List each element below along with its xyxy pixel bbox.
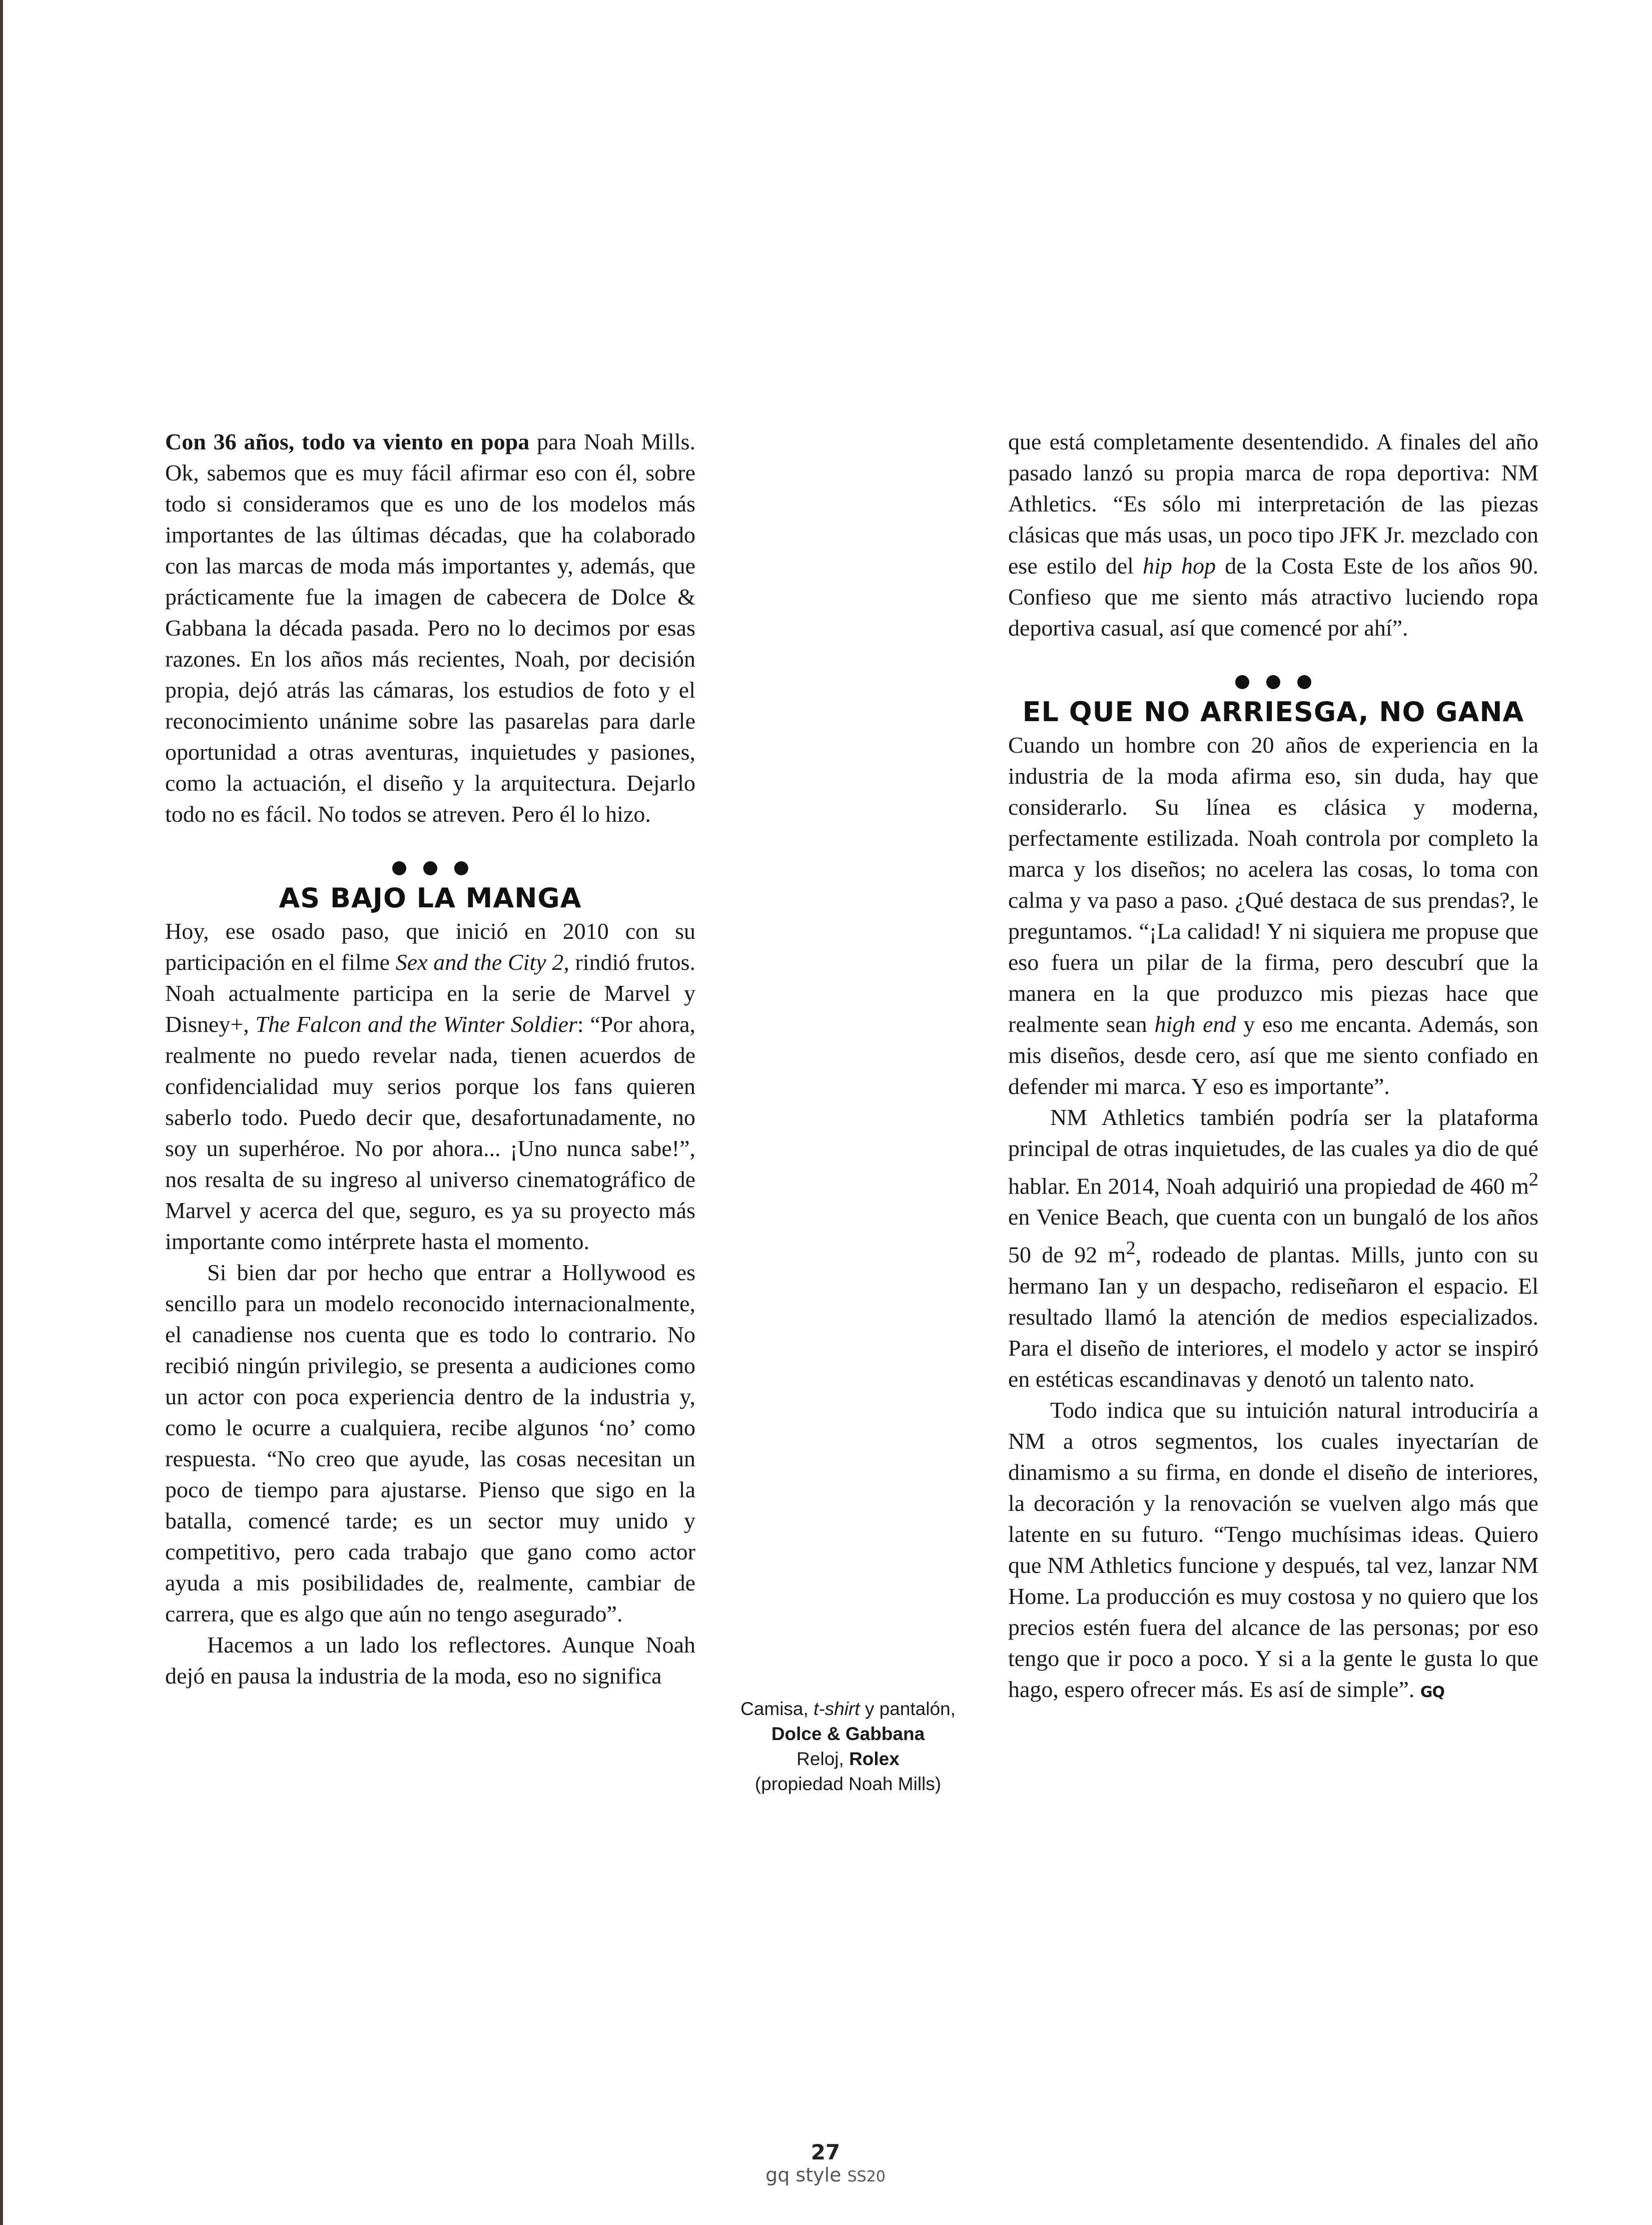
body-text: : “Por ahora, realmente no puedo revelar nada, tienen acuerdos de confidencialidad muy serios porque los fans quieren saberlo todo. Puedo decir que, desafortunadamente, no soy un superhéroe. No por ahora... ¡Uno nunca sabe!”, nos resalta de su ingreso al universo cinematográfico de Marvel y acerca del que, seguro, es ya su proyecto más importante como intérprete hasta el momento. — [165, 1011, 696, 1254]
page-footer — [700, 2141, 951, 2188]
caption-text: y pantalón, — [860, 1699, 956, 1719]
section-heading-as-bajo-la-manga: AS BAJO LA MANGA — [279, 882, 582, 914]
intro-paragraph — [165, 426, 695, 830]
caption-line — [730, 1697, 966, 1722]
divider-dot — [1297, 675, 1311, 689]
intro-text: para Noah Mills. Ok, sabemos que es muy fácil afirmar eso con él, sobre todo si consideramos que es uno de los modelos más importantes de las últimas décadas, que ha colaborado con las marcas de moda más importantes y, además, que prácticamente fue la imagen de cabecera de Dolce & Gabbana la década pasada. Pero no lo decimos por esas razones. En los años más recientes, Noah, por decisión propia, dejó atrás las cámaras, los estudios de foto y el reconocimiento unánime sobre las pasarelas para darle oportunidad a otras aventuras, inquietudes y pasiones, como la actuación, el diseño y la arquitectura. Dejarlo todo no es fácil. No todos se atreven. Pero él lo hizo. — [165, 429, 695, 827]
body-text: de la Costa Este de los años 90. Confieso que me siento más atractivo luciendo ropa deportiva casual, así que comencé por ahí”. — [1008, 553, 1539, 641]
body-text: en Venice Beach, que cuenta con un bungaló de los años 50 de 92 m — [1008, 1204, 1538, 1268]
section-divider-dots — [165, 855, 695, 878]
body-text: Hoy, ese osado paso, que inició en 2010 con su participación en el filme — [165, 918, 695, 975]
body-text: NM Athletics también podría ser la plataforma principal de otras inquietudes, de las cuales ya dio de qué hablar. En 2014, Noah adquirió una propiedad de 460 m — [1008, 1104, 1538, 1199]
caption-brand: Rolex — [849, 1749, 900, 1769]
article-column-right — [1008, 426, 1538, 1708]
series-title: The Falcon and the Winter Soldier — [255, 1011, 577, 1037]
superscript: 2 — [1126, 1238, 1136, 1259]
magazine-name — [700, 2164, 951, 2188]
body-text: , rodeado de plantas. Mills, junto con su hermano Ian y un despacho, rediseñaron el espacio. El resultado llamó la atención de medios especializados. Para el diseño de interiores, el modelo y actor se inspiró en estéticas escandinavas y denotó un talento nato. — [1008, 1242, 1538, 1392]
issue-label: SS20 — [847, 2168, 886, 2185]
page-edge — [0, 0, 3, 2225]
section-heading-el-que-no-arriesga: EL QUE NO ARRIESGA, NO GANA — [1022, 696, 1524, 728]
body-paragraph — [1008, 1395, 1538, 1708]
body-text: Cuando un hombre con 20 años de experiencia en la industria de la moda afirma eso, sin duda, hay que considerarlo. Su línea es clásica y moderna, perfectamente estilizada. Noah controla por completo la marca y los diseños; no acelera las cosas, lo toma con calma y va paso a paso. ¿Qué destaca de sus prendas?, le preguntamos. “¡La calidad! Y ni siquiera me propuse que eso fuera un pilar de la firma, pero descubrí que la manera en la que produzco mis piezas hace que realmente sean — [1008, 732, 1538, 1037]
body-italic: hip hop — [1143, 553, 1216, 579]
intro-lead: Con 36 años, todo va viento en popa — [165, 429, 530, 454]
body-paragraph: Hacemos a un lado los reflectores. Aunque Noah dejó en pausa la industria de la moda, eso no significa — [165, 1632, 695, 1689]
film-title: Sex and the City 2, — [395, 949, 569, 975]
caption-text: Camisa, — [740, 1699, 814, 1719]
divider-dot — [423, 861, 437, 875]
body-italic: high end — [1154, 1011, 1236, 1037]
caption-italic: t-shirt — [813, 1699, 860, 1719]
body-paragraph — [165, 916, 695, 1257]
caption-text: Reloj, — [796, 1749, 850, 1769]
superscript: 2 — [1528, 1169, 1538, 1190]
body-text: y eso me encanta. Además, son mis diseños, desde cero, así que me siento confiado en defender mi marca. Y eso es importante”. — [1008, 1011, 1539, 1099]
section-divider-dots — [1008, 669, 1538, 692]
body-paragraph — [1008, 730, 1538, 1102]
divider-dot — [454, 861, 468, 875]
caption-line — [730, 1722, 966, 1747]
caption-line — [730, 1747, 966, 1772]
body-paragraph: Si bien dar por hecho que entrar a Hollywood es sencillo para un modelo reconocido internacionalmente, el canadiense nos cuenta que es todo lo contrario. No recibió ningún privilegio, se presenta a audiciones como un actor con poca experiencia dentro de la industria y, como le ocurre a cualquiera, recibe algunos ‘no’ como respuesta. “No creo que ayude, las cosas necesitan un poco de tiempo para ajustarse. Pienso que sigo en la batalla, comencé tarde; es un sector muy unido y competitivo, pero cada trabajo que gano como actor ayuda a mis posibilidades de, realmente, cambiar de carrera, que es algo que aún no tengo asegurado”. — [165, 1260, 695, 1626]
divider-dot — [392, 861, 406, 875]
magazine-title: gq style — [765, 2164, 842, 2186]
body-paragraph — [1008, 1102, 1538, 1395]
body-text: que está completamente desentendido. A finales del año pasado lanzó su propia marca de ropa deportiva: NM Athletics. “Es sólo mi interpretación de las piezas clásicas que más usas, un poco tipo JFK Jr. mezclado con ese estilo del — [1008, 429, 1538, 579]
caption-brand: Dolce & Gabbana — [771, 1724, 925, 1744]
body-text: rindió frutos. Noah actualmente participa en la serie de Marvel y Disney+, — [165, 949, 695, 1037]
body-text: Todo indica que su intuición natural introduciría a NM a otros segmentos, los cuales inyectarían de dinamismo a su firma, en donde el diseño de interiores, la decoración y la renovación se vuelven algo más que latente en su futuro. “Tengo muchísimas ideas. Quiero que NM Athletics funcione y después, tal vez, lanzar NM Home. La producción es muy costosa y no quiero que los precios estén fuera del alcance de las personas; por eso tengo que ir poco a poco. Y si a la gente le gusta lo que hago, espero ofrecer más. Es así de simple”. — [1008, 1397, 1538, 1702]
caption-line: (propiedad Noah Mills) — [754, 1774, 942, 1794]
article-column-left — [165, 426, 695, 1692]
body-paragraph — [1008, 426, 1538, 644]
gq-end-mark: GQ — [1420, 1683, 1445, 1701]
divider-dot — [1266, 675, 1280, 689]
page-number: 27 — [810, 2140, 841, 2164]
photo-caption — [730, 1697, 966, 1797]
divider-dot — [1235, 675, 1249, 689]
